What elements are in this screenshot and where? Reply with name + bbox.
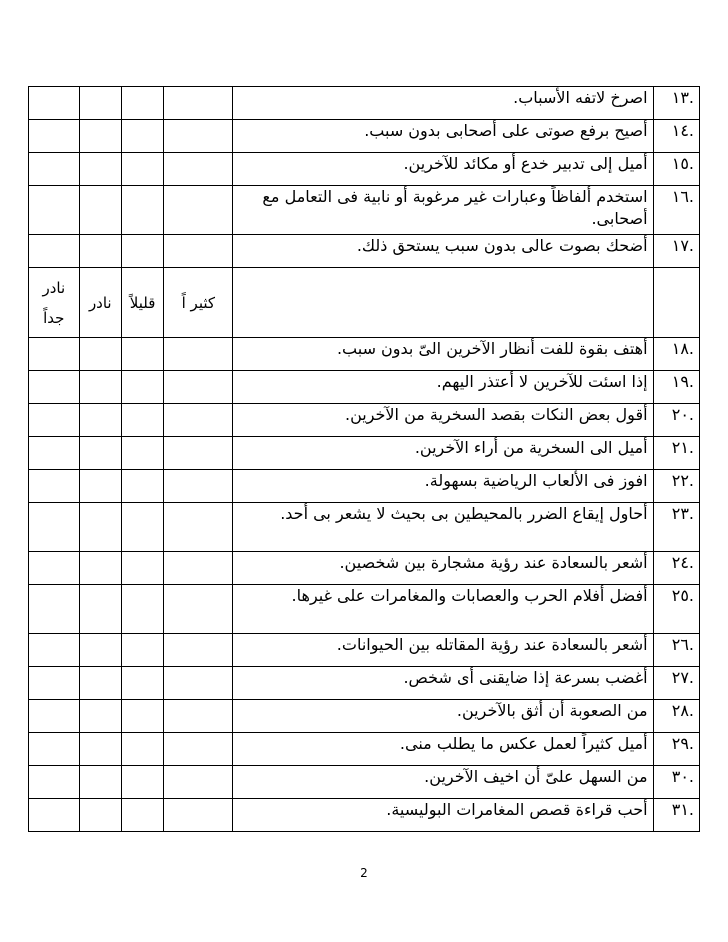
answer-cell-sometimes[interactable]	[121, 371, 163, 404]
answer-cell-sometimes[interactable]	[121, 503, 163, 552]
answer-cell-rarely[interactable]	[79, 87, 121, 120]
answer-cell-often[interactable]	[164, 120, 233, 153]
answer-cell-very-rarely[interactable]	[29, 766, 80, 799]
answer-cell-sometimes[interactable]	[121, 186, 163, 235]
answer-cell-very-rarely[interactable]	[29, 153, 80, 186]
item-number: .٢٣	[653, 503, 699, 552]
answer-cell-very-rarely[interactable]	[29, 371, 80, 404]
item-number: .٢٠	[653, 404, 699, 437]
table-row	[29, 404, 700, 437]
answer-cell-very-rarely[interactable]	[29, 667, 80, 700]
header-sometimes: قليلاً	[121, 268, 163, 338]
item-statement: أصيح برفع صوتى على أصحابى بدون سبب.	[233, 120, 653, 153]
item-number: .١٣	[653, 87, 699, 120]
table-row	[29, 120, 700, 153]
item-statement: أغضب بسرعة إذا ضايقنى أى شخص.	[233, 667, 653, 700]
answer-cell-rarely[interactable]	[79, 120, 121, 153]
item-statement: أشعر بالسعادة عند رؤية المقاتله بين الحيوانات.	[233, 634, 653, 667]
answer-cell-sometimes[interactable]	[121, 552, 163, 585]
answer-cell-very-rarely[interactable]	[29, 700, 80, 733]
answer-cell-rarely[interactable]	[79, 700, 121, 733]
item-statement: أميل الى السخرية من أراء الآخرين.	[233, 437, 653, 470]
answer-cell-rarely[interactable]	[79, 766, 121, 799]
header-very-rarely: نادر جداً	[29, 268, 80, 338]
item-statement: استخدم ألفاظاً وعبارات غير مرغوبة أو نابية فى التعامل مع أصحابى.	[233, 186, 653, 235]
answer-cell-very-rarely[interactable]	[29, 235, 80, 268]
answer-cell-very-rarely[interactable]	[29, 87, 80, 120]
answer-cell-often[interactable]	[164, 338, 233, 371]
answer-cell-often[interactable]	[164, 186, 233, 235]
item-statement: أضحك بصوت عالى بدون سبب يستحق ذلك.	[233, 235, 653, 268]
answer-cell-sometimes[interactable]	[121, 733, 163, 766]
item-statement: أميل إلى تدبير خدع أو مكائد للآخرين.	[233, 153, 653, 186]
answer-cell-sometimes[interactable]	[121, 700, 163, 733]
answer-cell-often[interactable]	[164, 235, 233, 268]
answer-cell-often[interactable]	[164, 700, 233, 733]
header-often: كثير اً	[164, 268, 233, 338]
answer-cell-very-rarely[interactable]	[29, 404, 80, 437]
answer-cell-very-rarely[interactable]	[29, 338, 80, 371]
table-row	[29, 338, 700, 371]
answer-cell-rarely[interactable]	[79, 186, 121, 235]
item-statement: إذا اسئت للآخرين لا أعتذر اليهم.	[233, 371, 653, 404]
answer-cell-sometimes[interactable]	[121, 634, 163, 667]
item-statement: أقول بعض النكات بقصد السخرية من الآخرين.	[233, 404, 653, 437]
item-number: .٢٨	[653, 700, 699, 733]
answer-cell-rarely[interactable]	[79, 404, 121, 437]
answer-cell-sometimes[interactable]	[121, 87, 163, 120]
item-statement: أفضل أفلام الحرب والعصابات والمغامرات على غيرها.	[233, 585, 653, 634]
answer-cell-very-rarely[interactable]	[29, 552, 80, 585]
item-number: .١٩	[653, 371, 699, 404]
item-statement: من السهل علىّ أن اخيف الآخرين.	[233, 766, 653, 799]
table-row	[29, 503, 700, 552]
item-statement: اصرخ لاتفه الأسباب.	[233, 87, 653, 120]
item-statement: أحاول إيقاع الضرر بالمحيطين بى بحيث لا يشعر بى أحد.	[233, 503, 653, 552]
item-statement: أحب قراءة قصص المغامرات البوليسية.	[233, 799, 653, 832]
answer-cell-very-rarely[interactable]	[29, 120, 80, 153]
table-row	[29, 186, 700, 235]
table-row	[29, 437, 700, 470]
header-blank-number	[653, 268, 699, 338]
answer-cell-often[interactable]	[164, 552, 233, 585]
answer-cell-rarely[interactable]	[79, 667, 121, 700]
table-row	[29, 766, 700, 799]
answer-cell-often[interactable]	[164, 371, 233, 404]
answer-cell-sometimes[interactable]	[121, 667, 163, 700]
item-number: .٢٥	[653, 585, 699, 634]
item-statement: أميل كثيراً لعمل عكس ما يطلب منى.	[233, 733, 653, 766]
answer-cell-sometimes[interactable]	[121, 338, 163, 371]
answer-cell-sometimes[interactable]	[121, 153, 163, 186]
answer-cell-rarely[interactable]	[79, 585, 121, 634]
answer-cell-often[interactable]	[164, 766, 233, 799]
item-number: .٢٧	[653, 667, 699, 700]
table-row	[29, 470, 700, 503]
item-number: .٢٦	[653, 634, 699, 667]
answer-cell-sometimes[interactable]	[121, 404, 163, 437]
answer-cell-very-rarely[interactable]	[29, 634, 80, 667]
page-number: 2	[360, 866, 368, 880]
answer-cell-very-rarely[interactable]	[29, 585, 80, 634]
answer-cell-rarely[interactable]	[79, 503, 121, 552]
header-rarely: نادر	[79, 268, 121, 338]
answer-cell-often[interactable]	[164, 634, 233, 667]
answer-cell-often[interactable]	[164, 585, 233, 634]
answer-cell-sometimes[interactable]	[121, 799, 163, 832]
item-statement: افوز فى الألعاب الرياضية بسهولة.	[233, 470, 653, 503]
item-number: .١٤	[653, 120, 699, 153]
item-number: .٢١	[653, 437, 699, 470]
header-blank-statement	[233, 268, 653, 338]
answer-cell-often[interactable]	[164, 87, 233, 120]
item-number: .٢٤	[653, 552, 699, 585]
answer-cell-very-rarely[interactable]	[29, 733, 80, 766]
answer-cell-very-rarely[interactable]	[29, 186, 80, 235]
item-number: .١٦	[653, 186, 699, 235]
answer-cell-rarely[interactable]	[79, 634, 121, 667]
questionnaire-table	[28, 86, 700, 832]
table-row	[29, 634, 700, 667]
table-row	[29, 153, 700, 186]
table-row	[29, 87, 700, 120]
item-number: .٢٢	[653, 470, 699, 503]
answer-cell-often[interactable]	[164, 799, 233, 832]
answer-cell-rarely[interactable]	[79, 235, 121, 268]
answer-cell-often[interactable]	[164, 153, 233, 186]
answer-cell-sometimes[interactable]	[121, 585, 163, 634]
item-number: .١٧	[653, 235, 699, 268]
item-number: .٣٠	[653, 766, 699, 799]
item-number: .٣١	[653, 799, 699, 832]
answer-cell-often[interactable]	[164, 470, 233, 503]
answer-cell-often[interactable]	[164, 667, 233, 700]
answer-cell-sometimes[interactable]	[121, 437, 163, 470]
item-number: .١٨	[653, 338, 699, 371]
answer-cell-sometimes[interactable]	[121, 120, 163, 153]
answer-cell-rarely[interactable]	[79, 437, 121, 470]
table-row	[29, 733, 700, 766]
answer-cell-often[interactable]	[164, 503, 233, 552]
table-row	[29, 585, 700, 634]
answer-cell-rarely[interactable]	[79, 733, 121, 766]
answer-cell-sometimes[interactable]	[121, 766, 163, 799]
answer-cell-rarely[interactable]	[79, 371, 121, 404]
table-row	[29, 235, 700, 268]
header-row	[29, 268, 700, 338]
item-number: .١٥	[653, 153, 699, 186]
answer-cell-often[interactable]	[164, 437, 233, 470]
answer-cell-rarely[interactable]	[79, 552, 121, 585]
table-row	[29, 799, 700, 832]
answer-cell-sometimes[interactable]	[121, 470, 163, 503]
item-statement: من الصعوبة أن أثق بالآخرين.	[233, 700, 653, 733]
table-row	[29, 552, 700, 585]
answer-cell-rarely[interactable]	[79, 470, 121, 503]
answer-cell-very-rarely[interactable]	[29, 437, 80, 470]
answer-cell-sometimes[interactable]	[121, 235, 163, 268]
answer-cell-rarely[interactable]	[79, 338, 121, 371]
item-statement: أهتف بقوة للفت أنظار الآخرين الىّ بدون سبب.	[233, 338, 653, 371]
item-number: .٢٩	[653, 733, 699, 766]
answer-cell-very-rarely[interactable]	[29, 470, 80, 503]
table-row	[29, 667, 700, 700]
answer-cell-often[interactable]	[164, 404, 233, 437]
answer-cell-very-rarely[interactable]	[29, 503, 80, 552]
item-statement: أشعر بالسعادة عند رؤية مشجارة بين شخصين.	[233, 552, 653, 585]
answer-cell-rarely[interactable]	[79, 799, 121, 832]
table-row	[29, 371, 700, 404]
answer-cell-rarely[interactable]	[79, 153, 121, 186]
answer-cell-often[interactable]	[164, 733, 233, 766]
answer-cell-very-rarely[interactable]	[29, 799, 80, 832]
table-row	[29, 700, 700, 733]
